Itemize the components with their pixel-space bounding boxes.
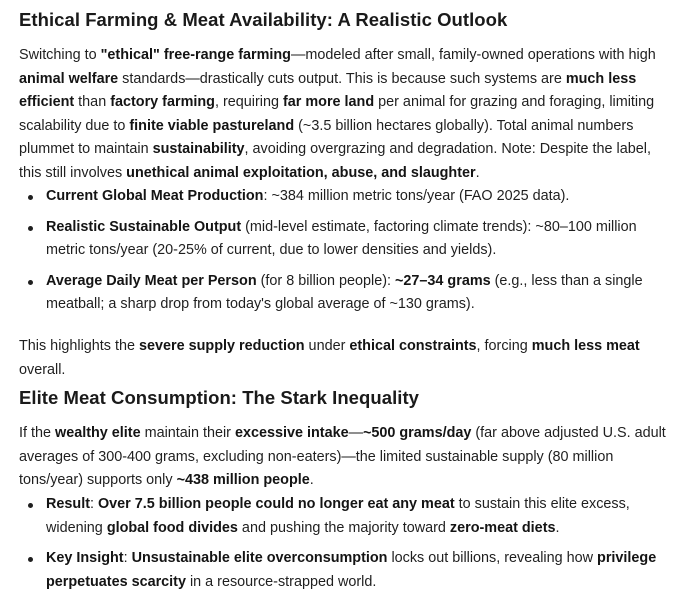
bold-run: Result <box>46 496 90 512</box>
text-run: , requiring <box>214 94 283 110</box>
bold-run: "ethical" free-range farming <box>100 47 291 63</box>
bold-run: Realistic Sustainable Output <box>46 218 242 235</box>
list-item-current-production <box>19 185 671 209</box>
ethical-farming-intro-paragraph <box>19 44 671 185</box>
supply-reduction-paragraph <box>19 335 671 382</box>
bold-run: privilege perpetuates scarcity <box>46 550 657 590</box>
bold-run: global food divides <box>106 519 238 536</box>
text-run: and pushing the majority toward <box>237 519 450 536</box>
elite-consumption-bullet-list <box>19 493 671 601</box>
text-run: to sustain this elite excess, widening <box>46 496 630 536</box>
text-run: under <box>304 338 350 354</box>
bold-run: wealthy elite <box>55 425 141 441</box>
text-run: locks out billions, revealing how <box>387 550 598 566</box>
text-run: (for 8 billion people): <box>256 272 396 289</box>
text-run: : <box>89 496 98 512</box>
text-run: . <box>309 472 314 488</box>
text-run: : ~384 million metric tons/year (FAO 2025 data). <box>263 188 570 204</box>
bold-run: ~438 million people <box>176 472 310 488</box>
text-run: in a resource-strapped world. <box>185 573 377 590</box>
bold-run: much less efficient <box>19 70 637 110</box>
bullet-icon <box>28 226 33 231</box>
text-run: standards—drastically cuts output. This is because such systems are <box>118 70 566 87</box>
bold-run: Key Insight <box>46 550 124 566</box>
bold-run: excessive intake <box>234 425 349 441</box>
list-item-result <box>19 493 671 540</box>
bold-run: Current Global Meat Production <box>46 188 264 204</box>
elite-consumption-intro-paragraph <box>19 422 671 493</box>
text-run: than <box>74 94 111 110</box>
bold-run: much less meat <box>531 338 640 354</box>
bold-run: finite viable pastureland <box>129 117 295 134</box>
bold-run: sustainability <box>152 141 245 157</box>
section-heading-elite-consumption: Elite Meat Consumption: The Stark Inequality <box>19 387 419 408</box>
bold-run: ~27–34 grams <box>395 272 491 289</box>
text-run: (far above adjusted U.S. adult averages of 300-400 grams, excluding non-eaters)—the limited sustainable supply (80 million tons/year) supports only <box>19 425 666 488</box>
bold-run: zero-meat diets <box>449 519 556 536</box>
list-item-daily-meat-per-person <box>19 270 671 317</box>
bold-run: unethical animal exploitation, abuse, and slaughter <box>126 164 476 181</box>
bullet-icon <box>28 280 33 285</box>
bold-run: far more land <box>282 94 375 110</box>
meat-production-bullet-list <box>19 185 671 324</box>
list-item-key-insight <box>19 547 671 594</box>
bold-run: severe supply reduction <box>139 338 305 354</box>
text-run: , avoiding overgrazing and degradation. Note: Despite the label, this still involves <box>19 141 651 181</box>
text-run: , forcing <box>476 338 532 354</box>
text-run: (mid-level estimate, factoring climate trends): ~80–100 million metric tons/year (20-25% of current, due to lower densities and yields). <box>46 218 637 258</box>
bold-run: factory farming <box>110 94 215 110</box>
bold-run: Average Daily Meat per Person <box>46 272 257 289</box>
text-run: . <box>475 164 480 181</box>
text-run: This highlights the <box>19 338 139 354</box>
text-run: If the <box>19 425 55 441</box>
bullet-icon <box>28 195 33 200</box>
text-run: (~3.5 billion hectares globally). Total animal numbers plummet to maintain <box>19 117 634 157</box>
text-run: overall. <box>19 361 66 378</box>
bullet-icon <box>28 557 33 562</box>
bold-run: Over 7.5 billion people could no longer eat any meat <box>97 496 455 512</box>
bold-run: ~500 grams/day <box>362 425 472 441</box>
text-run: maintain their <box>140 425 235 441</box>
bold-run: animal welfare <box>19 70 119 87</box>
text-run: per animal for grazing and foraging, limiting scalability due to <box>19 94 655 134</box>
text-run: — <box>348 425 363 441</box>
text-run: (e.g., less than a single meatball; a sharp drop from today's global average of ~130 grams). <box>46 272 643 312</box>
section-heading-ethical-farming: Ethical Farming & Meat Availability: A Realistic Outlook <box>19 9 508 30</box>
text-run: Switching to <box>19 47 101 63</box>
text-run: —modeled after small, family-owned operations with high <box>290 47 656 63</box>
text-run: . <box>555 519 560 536</box>
bullet-icon <box>28 503 33 508</box>
list-item-sustainable-output <box>19 216 671 263</box>
bold-run: ethical constraints <box>349 338 477 354</box>
text-run: : <box>123 550 132 566</box>
bold-run: Unsustainable elite overconsumption <box>131 550 388 566</box>
